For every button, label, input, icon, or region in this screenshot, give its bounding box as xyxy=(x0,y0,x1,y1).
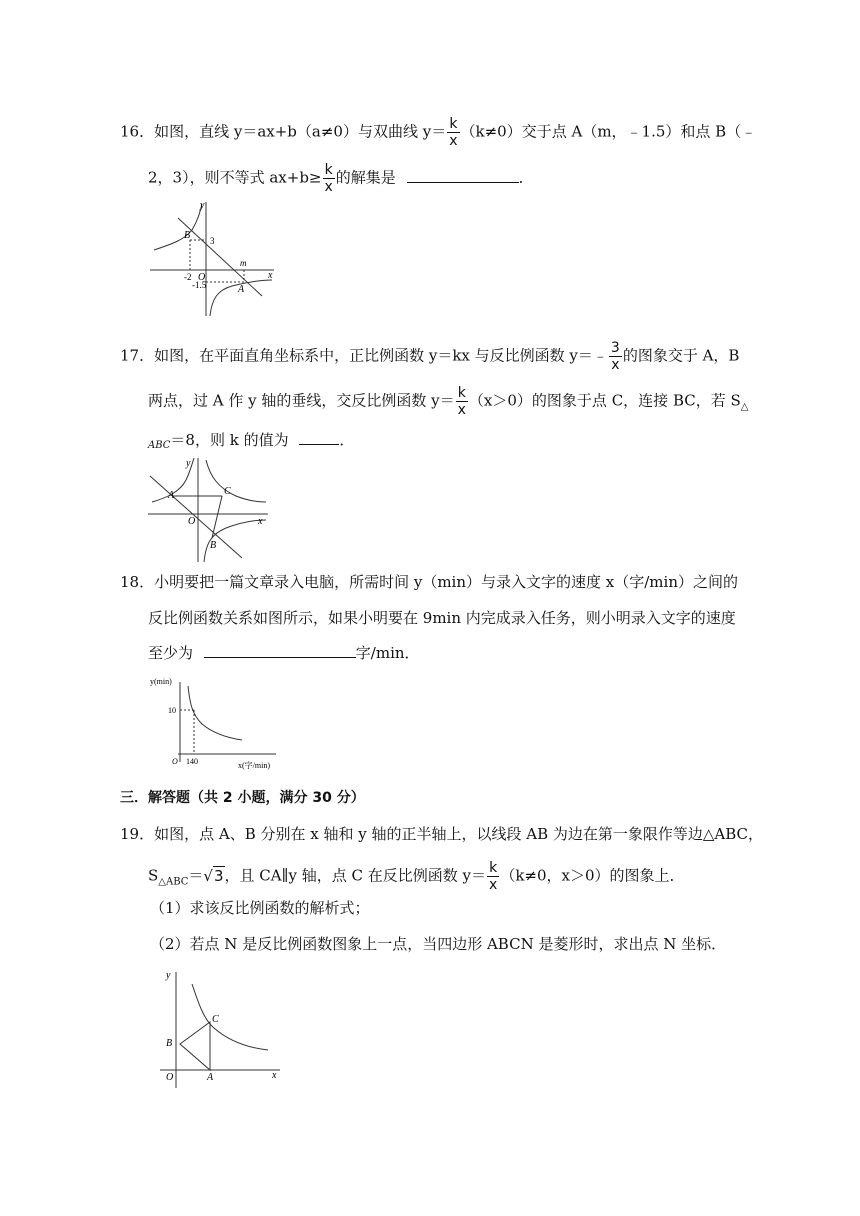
q19-line1: 19．如图，点 A、B 分别在 x 轴和 y 轴的正半轴上，以线段 AB 为边在第一象限作等边△ABC， xyxy=(120,825,764,843)
q19-origin: O xyxy=(166,1072,174,1083)
q17-line1-a: 17．如图，在平面直角坐标系中，正比例函数 y＝kx 与反比例函数 y＝﹣ xyxy=(120,346,608,365)
q19-line2-c: ，且 CA∥y 轴，点 C 在反比例函数 y＝ xyxy=(224,866,487,885)
q17-end: ． xyxy=(339,431,355,449)
q16-line2-a: 2，3），则不等式 ax+b≥ xyxy=(148,168,322,187)
q16-label-3: 3 xyxy=(210,236,215,246)
frac-den: x xyxy=(489,877,498,893)
q16-frac2 xyxy=(323,162,335,195)
q16-answer-blank xyxy=(407,168,519,183)
frac-den: x xyxy=(457,402,466,418)
q18-origin: O xyxy=(172,757,178,766)
q19-triangle-abc xyxy=(180,1022,210,1070)
frac-num: 3 xyxy=(610,340,620,356)
q17-line2 xyxy=(148,385,748,418)
frac-den: x xyxy=(611,357,620,373)
q19-part1: （1）求该反比例函数的解析式； xyxy=(150,899,370,917)
q16-line1-c: （k≠0）交于点 A（m，﹣1.5）和点 B（﹣ xyxy=(460,122,757,141)
q17-line2-b: （x＞0）的图象于点 C，连接 BC，若 S xyxy=(468,391,741,410)
q16-line2 xyxy=(148,162,534,195)
q17-point-c: C xyxy=(224,486,231,497)
q19-point-c: C xyxy=(212,1014,219,1025)
q19-point-a: A xyxy=(207,1072,214,1083)
q19-line2-d: （k≠0，x＞0）的图象上． xyxy=(500,866,685,885)
q16-line1-a: 16．如图，直线 xyxy=(120,122,234,141)
q16-curve-left xyxy=(154,204,202,250)
q18-x-label: x(字/min) xyxy=(238,761,270,770)
q16-origin: O xyxy=(198,272,206,283)
section-three-heading: 三．解答题（共 2 小题，满分 30 分） xyxy=(120,790,365,806)
q18-line3-b: 字/min． xyxy=(355,644,420,662)
q19-line2 xyxy=(148,860,685,893)
q17-line2-a: 两点，过 A 作 y 轴的垂线，交反比例函数 y＝ xyxy=(148,391,455,410)
q19-figure xyxy=(152,966,288,1090)
q16-end: ． xyxy=(518,168,534,187)
q18-label-140: 140 xyxy=(186,757,198,766)
q17-line3-b: ＝8，则 k 的值为 xyxy=(170,431,289,449)
q16-line-ab xyxy=(178,218,262,296)
q16-point-b: B xyxy=(184,230,191,241)
q16-line1-b: y＝ax+b（a≠0）与双曲线 y＝ xyxy=(233,122,447,141)
q19-part2: （2）若点 N 是反比例函数图象上一点，当四边形 ABCN 是菱形时，求出点 N 坐标． xyxy=(150,935,727,953)
q18-figure xyxy=(146,674,282,774)
q16-label-neg2: -2 xyxy=(184,272,192,282)
frac-den: x xyxy=(449,133,458,149)
q18-line3-a: 至少为 xyxy=(148,644,194,662)
q16-y-label: y xyxy=(200,200,205,211)
q17-point-a: A xyxy=(168,490,175,501)
q18-label-10: 10 xyxy=(168,706,176,715)
q19-s-sub: △ABC xyxy=(158,876,189,888)
q16-frac-k-over-x xyxy=(447,116,459,149)
frac-num: k xyxy=(487,860,499,877)
q19-curve xyxy=(192,984,268,1050)
q17-origin: O xyxy=(188,516,196,527)
q16-x-label: x xyxy=(268,270,273,281)
sqrt-radicand: 3 xyxy=(213,866,224,885)
q18-curve xyxy=(188,686,242,740)
q17-x-label: x xyxy=(258,516,263,527)
q17-line1-b: 的图象交于 A，B xyxy=(622,346,740,365)
q19-y-label: y xyxy=(166,970,171,981)
q17-triangle-sub: △ xyxy=(740,401,749,413)
q16-point-a: A xyxy=(238,284,245,295)
q17-line3 xyxy=(148,430,354,456)
q18-line2: 反比例函数关系如图所示，如果小明要在 9min 内完成录入任务，则小明录入文字的速度 xyxy=(148,609,736,627)
q17-figure xyxy=(146,454,272,566)
frac-num: k xyxy=(447,116,459,133)
q17-abc-sub: ABC xyxy=(148,440,171,451)
q19-frac-k-over-x xyxy=(487,860,499,893)
q17-answer-blank xyxy=(299,430,339,445)
q17-y-label: y xyxy=(186,458,191,469)
q18-line3 xyxy=(148,643,420,663)
q18-answer-blank xyxy=(204,643,356,658)
q17-line-bc xyxy=(212,496,222,538)
q16-label-m: m xyxy=(240,258,247,268)
frac-num: k xyxy=(323,162,335,179)
q17-point-b: B xyxy=(210,540,217,551)
q19-point-b: B xyxy=(166,1038,173,1049)
q16-line2-b: 的解集是 xyxy=(335,168,396,187)
q19-sqrt3: √3 xyxy=(203,866,224,885)
q16-figure xyxy=(148,198,278,320)
q19-x-label: x xyxy=(272,1070,277,1081)
q19-s: S xyxy=(148,866,159,885)
q17-frac-k-over-x xyxy=(456,385,468,418)
q17-frac-3-over-x xyxy=(609,340,622,373)
q19-eq: ＝ xyxy=(188,866,204,885)
q18-line1: 18．小明要把一篇文章录入电脑，所需时间 y（min）与录入文字的速度 x（字/min）之间的 xyxy=(120,573,738,591)
q16-line1 xyxy=(120,116,756,149)
q17-line1 xyxy=(120,340,739,373)
q18-y-label: y(min) xyxy=(150,677,172,686)
frac-den: x xyxy=(324,179,333,195)
frac-num: k xyxy=(456,385,468,402)
q16-label-neg15: -1.5 xyxy=(192,280,207,290)
